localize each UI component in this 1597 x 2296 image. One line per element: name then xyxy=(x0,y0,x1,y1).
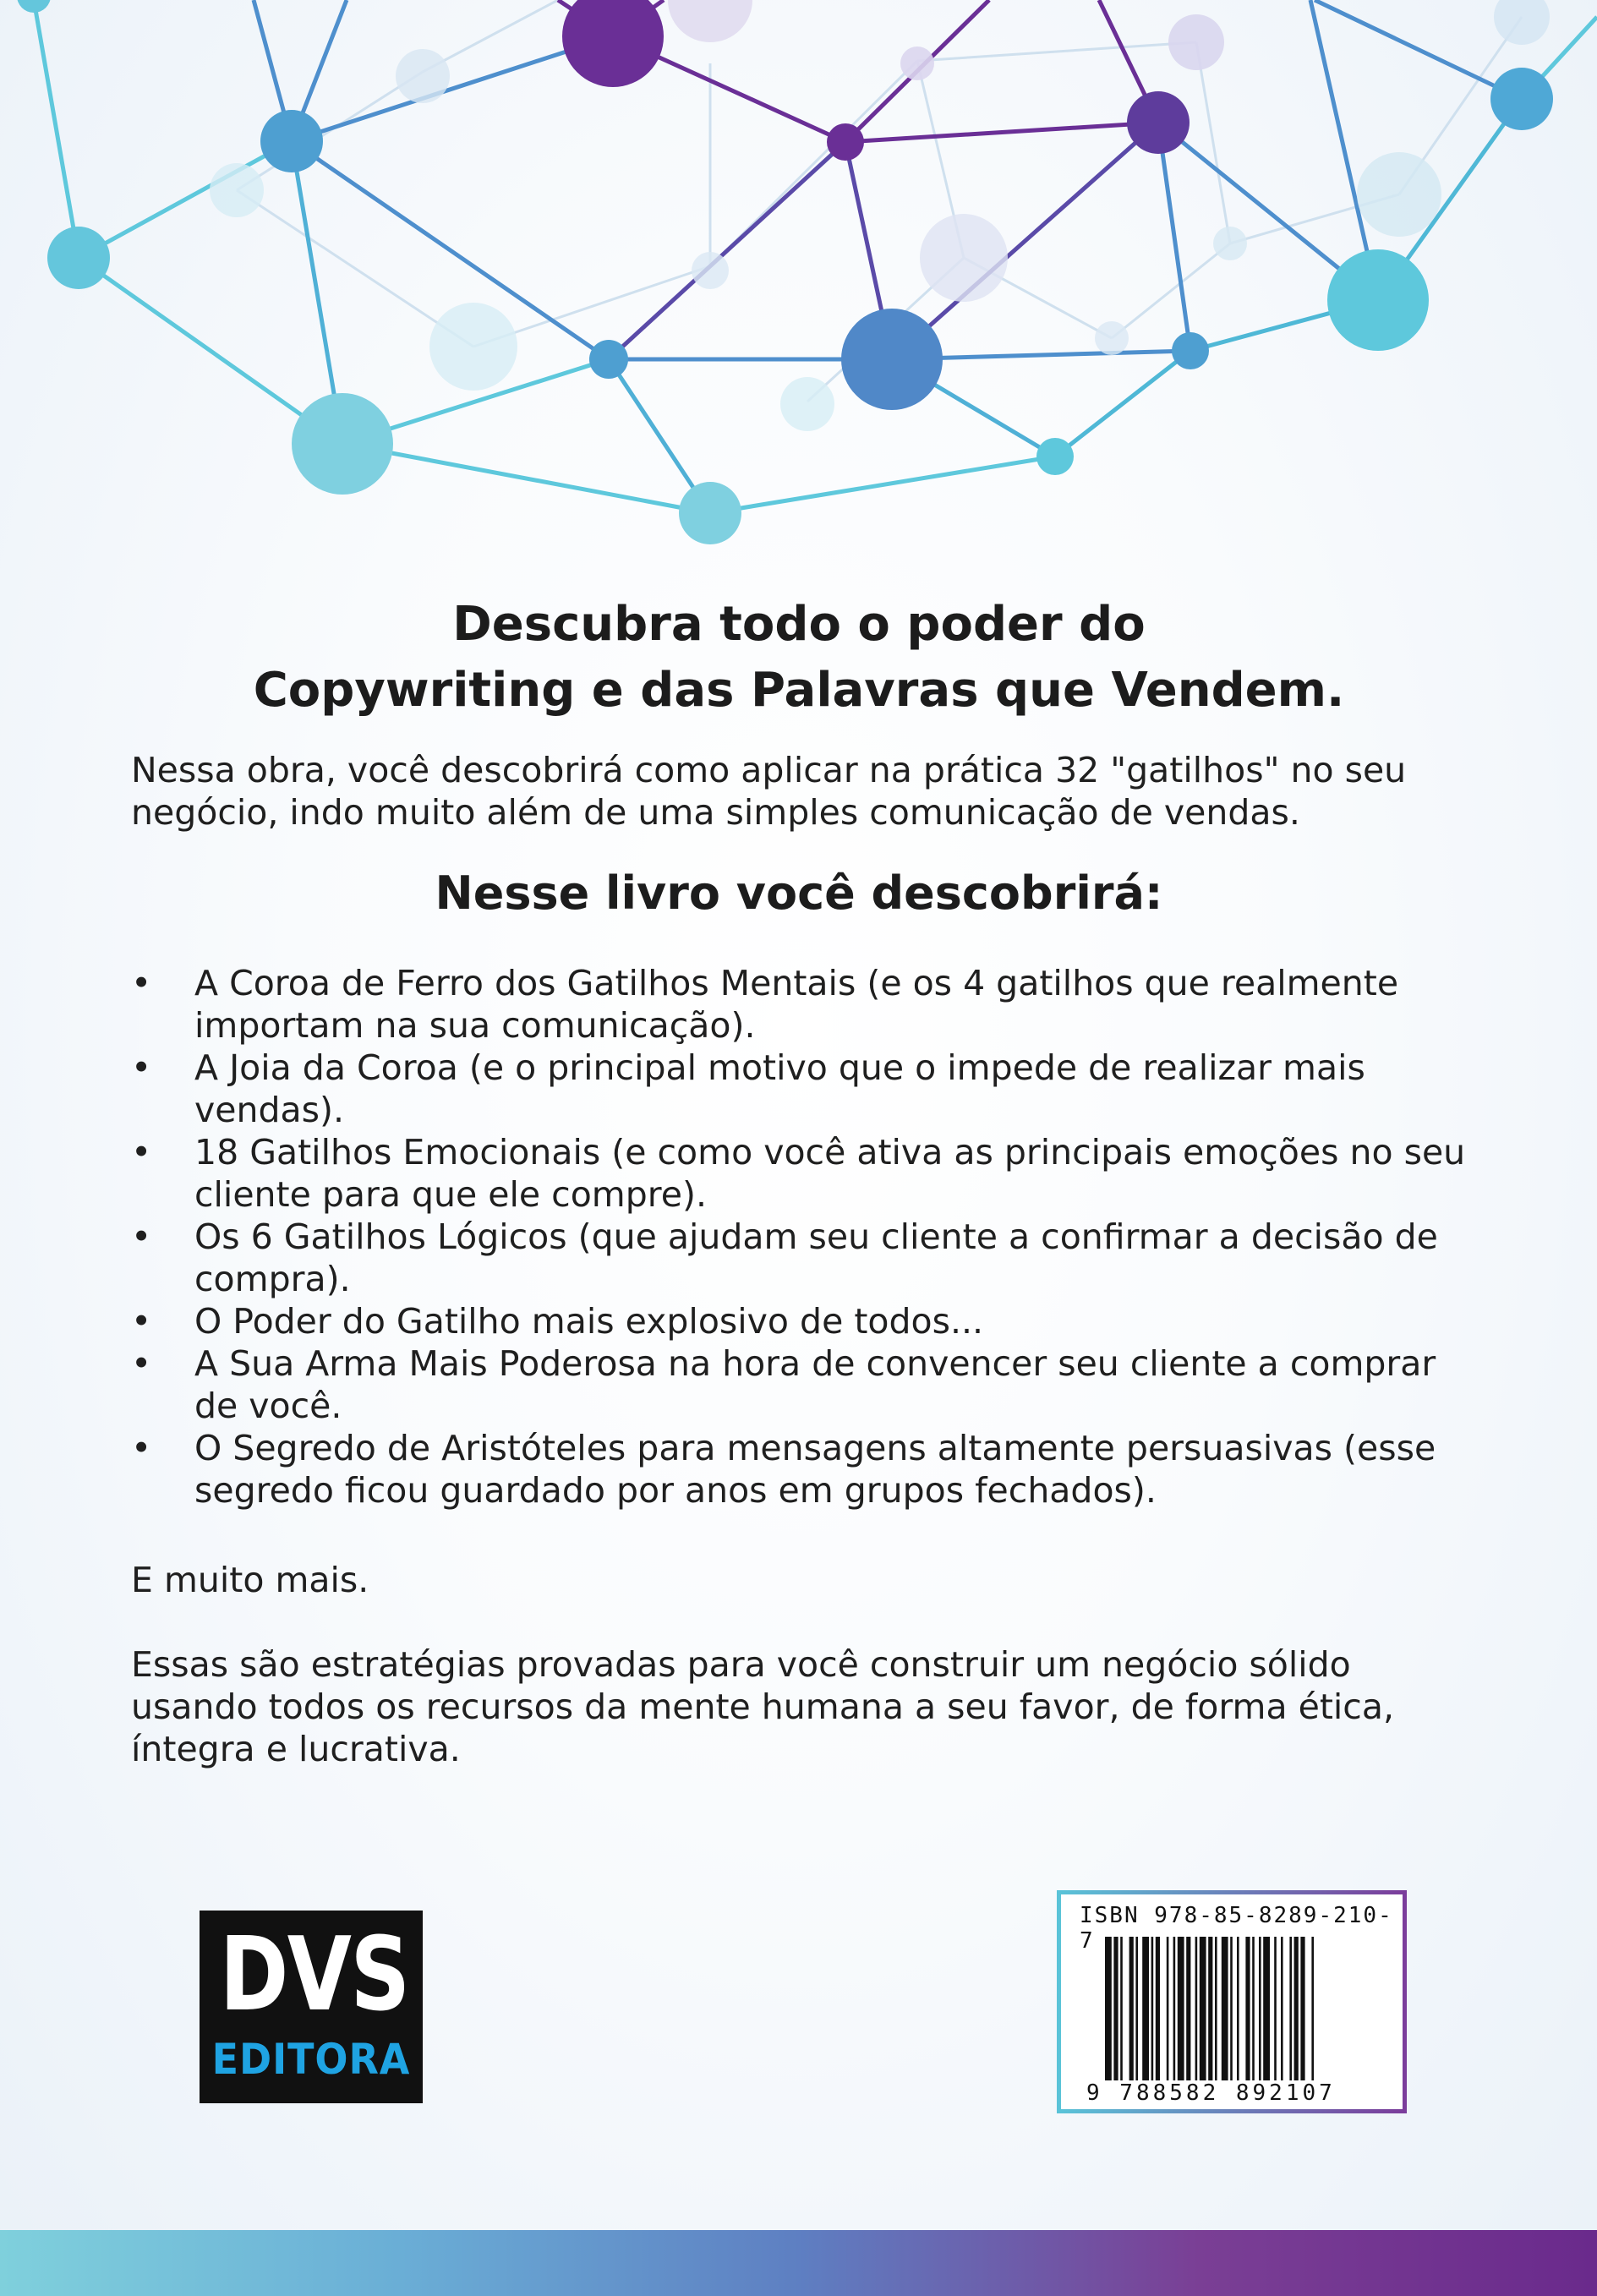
barcode-bar xyxy=(1237,1937,1239,2080)
barcode-bar xyxy=(1208,1937,1212,2080)
barcode-bar xyxy=(1156,1937,1160,2080)
barcode-bar xyxy=(1263,1937,1270,2080)
publisher-logo xyxy=(200,1911,423,2103)
bullet-list xyxy=(131,962,1467,1512)
logo-subtitle: EDITORA xyxy=(211,2035,411,2084)
barcode-icon xyxy=(1105,1937,1384,2080)
barcode-bar xyxy=(1142,1937,1149,2080)
list-item: • O Poder do Gatilho mais explosivo de todos... xyxy=(131,1301,984,1342)
list-item: • A Sua Arma Mais Poderosa na hora de convencer seu cliente a comprar de você. xyxy=(131,1343,1436,1426)
headline-line-1: Descubra todo o poder do xyxy=(452,597,1146,652)
barcode-bar xyxy=(1259,1937,1261,2080)
list-heading: Nesse livro você descobrirá: xyxy=(435,866,1163,920)
barcode-bar xyxy=(1173,1937,1176,2080)
back-cover-text xyxy=(131,592,1467,1775)
intro-paragraph: Nessa obra, você descobrirá como aplicar na prática 32 "gatilhos" no seu negócio, indo muito além de uma simples comunicação de vendas. xyxy=(131,750,1407,833)
closing-line: E muito mais. xyxy=(131,1560,369,1600)
barcode-bar xyxy=(1186,1937,1190,2080)
list-item: • 18 Gatilhos Emocionais (e como você ativa as principais emoções no seu cliente para que ele compre). xyxy=(131,1132,1466,1215)
barcode-bar xyxy=(1274,1937,1277,2080)
barcode-bar xyxy=(1120,1937,1123,2080)
barcode-bar xyxy=(1195,1937,1198,2080)
bullet-icon: • xyxy=(131,1343,152,1384)
isbn-digits: 9 788582 892107 xyxy=(1086,2080,1336,2106)
barcode-bar xyxy=(1294,1937,1299,2080)
bullet-icon: • xyxy=(131,1132,152,1173)
bullet-icon: • xyxy=(131,1428,152,1468)
network-graphic xyxy=(0,0,1597,592)
barcode-bar xyxy=(1215,1937,1217,2080)
barcode-bar xyxy=(1135,1937,1138,2080)
list-item: • A Coroa de Ferro dos Gatilhos Mentais (e os 4 gatilhos que realmente importam na sua comunicação). xyxy=(131,963,1399,1046)
barcode-bar xyxy=(1281,1937,1283,2080)
closing-paragraph: Essas são estratégias provadas para você construir um negócio sólido usando todos os recursos da mente humana a seu favor, de forma ética, íntegra e lucrativa. xyxy=(131,1644,1394,1769)
barcode-bar xyxy=(1200,1937,1206,2080)
barcode-bar xyxy=(1252,1937,1255,2080)
barcode-bar xyxy=(1245,1937,1250,2080)
barcode-bar xyxy=(1289,1937,1292,2080)
barcode-bar xyxy=(1311,1937,1314,2080)
barcode-bar xyxy=(1222,1937,1228,2080)
barcode-bar xyxy=(1129,1937,1134,2080)
list-item: • O Segredo de Aristóteles para mensagens altamente persuasivas (esse segredo ficou guardado por anos em grupos fechados). xyxy=(131,1428,1436,1511)
headline xyxy=(131,592,1467,724)
bottom-gradient-bar xyxy=(0,2230,1597,2296)
bullet-icon: • xyxy=(131,1301,152,1342)
barcode-bar xyxy=(1105,1937,1112,2080)
bullet-icon: • xyxy=(131,963,152,1003)
bullet-icon: • xyxy=(131,1047,152,1088)
bullet-icon: • xyxy=(131,1216,152,1257)
logo-wordmark: DVS xyxy=(219,1916,409,2034)
barcode-bar xyxy=(1113,1937,1118,2080)
barcode-bar xyxy=(1300,1937,1304,2080)
list-item: • A Joia da Coroa (e o principal motivo que o impede de realizar mais vendas). xyxy=(131,1047,1365,1130)
barcode-bar xyxy=(1151,1937,1154,2080)
headline-line-2: Copywriting e das Palavras que Vendem. xyxy=(253,663,1345,718)
isbn-label: ISBN 978-85-8289-210-7 xyxy=(1080,1903,1393,1954)
isbn-barcode-box xyxy=(1057,1890,1407,2113)
barcode-bar xyxy=(1167,1937,1169,2080)
barcode-bar xyxy=(1178,1937,1184,2080)
list-item: • Os 6 Gatilhos Lógicos (que ajudam seu cliente a confirmar a decisão de compra). xyxy=(131,1216,1438,1299)
barcode-bar xyxy=(1230,1937,1233,2080)
